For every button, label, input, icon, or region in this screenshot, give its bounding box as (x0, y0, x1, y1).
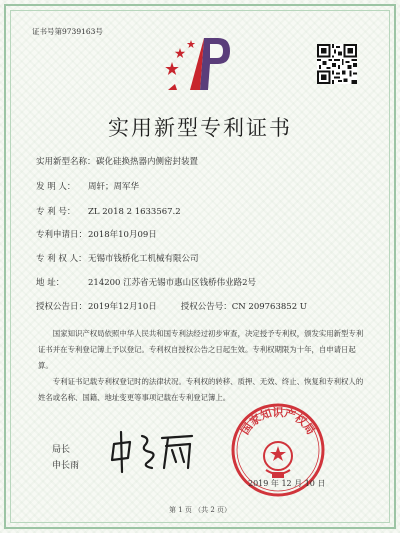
signatory-position: 局长 (52, 445, 71, 455)
certificate-title: 实用新型专利证书 (108, 116, 292, 140)
field-label: 专 利 号： (36, 207, 76, 217)
signatory-name: 申长雨 (52, 461, 80, 471)
field-value: ZL 2018 2 1633567.2 (88, 207, 181, 217)
field-value: CN 209763852 U (231, 302, 307, 312)
handwritten-signature-icon (106, 428, 196, 474)
field-label: 专利申请日： (36, 230, 88, 240)
certificate-body (38, 326, 364, 406)
body-paragraph: 国家知识产权局依照中华人民共和国专利法经过初步审查，决定授予专利权，颁发实用新型专利证书并在专利登记簿上予以登记。专利权自授权公告之日起生效。专利权期限为十年，自申请日起算。 (38, 329, 364, 370)
field-label: 发 明 人： (36, 182, 76, 192)
field-value: 碳化硅换热器内侧密封装置 (96, 157, 199, 167)
seal-date: 2019 年 12 月 10 日 (248, 479, 326, 488)
svg-text:国家知识产权局: 国家知识产权局 (238, 406, 318, 438)
field-value: 214200 江苏省无锡市惠山区钱桥伟业路2号 (88, 278, 257, 288)
field-label: 授权公告号： (180, 302, 232, 312)
page-indicator: 第 1 页 （共 2 页） (168, 506, 232, 514)
field-label: 地 址： (36, 278, 65, 288)
address-row (36, 276, 256, 288)
field-label: 专 利 权 人： (36, 254, 87, 264)
filing-date-row (36, 228, 157, 240)
utility-model-name-row (36, 155, 198, 167)
inventor-row (36, 180, 139, 192)
body-paragraph: 专利证书记载专利权登记时的法律状况。专利权的转移、质押、无效、终止、恢复和专利权人的姓名或名称、国籍、地址变更等事项记载在专利登记簿上。 (38, 377, 364, 402)
qr-code-icon (317, 44, 357, 84)
field-label: 授权公告日： (36, 302, 88, 312)
cnipa-emblem-icon (160, 32, 240, 94)
certificate-number: 证书号第9739163号 (32, 27, 103, 36)
patentee-row (36, 252, 199, 264)
patent-number-row (36, 205, 181, 217)
grant-row (36, 300, 307, 312)
field-value: 2018年10月09日 (88, 230, 157, 240)
field-value: 周轩；周军华 (88, 182, 140, 192)
field-value: 2019年12月10日 (88, 302, 157, 312)
signatory-title (52, 442, 79, 474)
field-value: 无锡市钱桥化工机械有限公司 (88, 254, 199, 264)
field-label: 实用新型名称： (36, 157, 96, 167)
